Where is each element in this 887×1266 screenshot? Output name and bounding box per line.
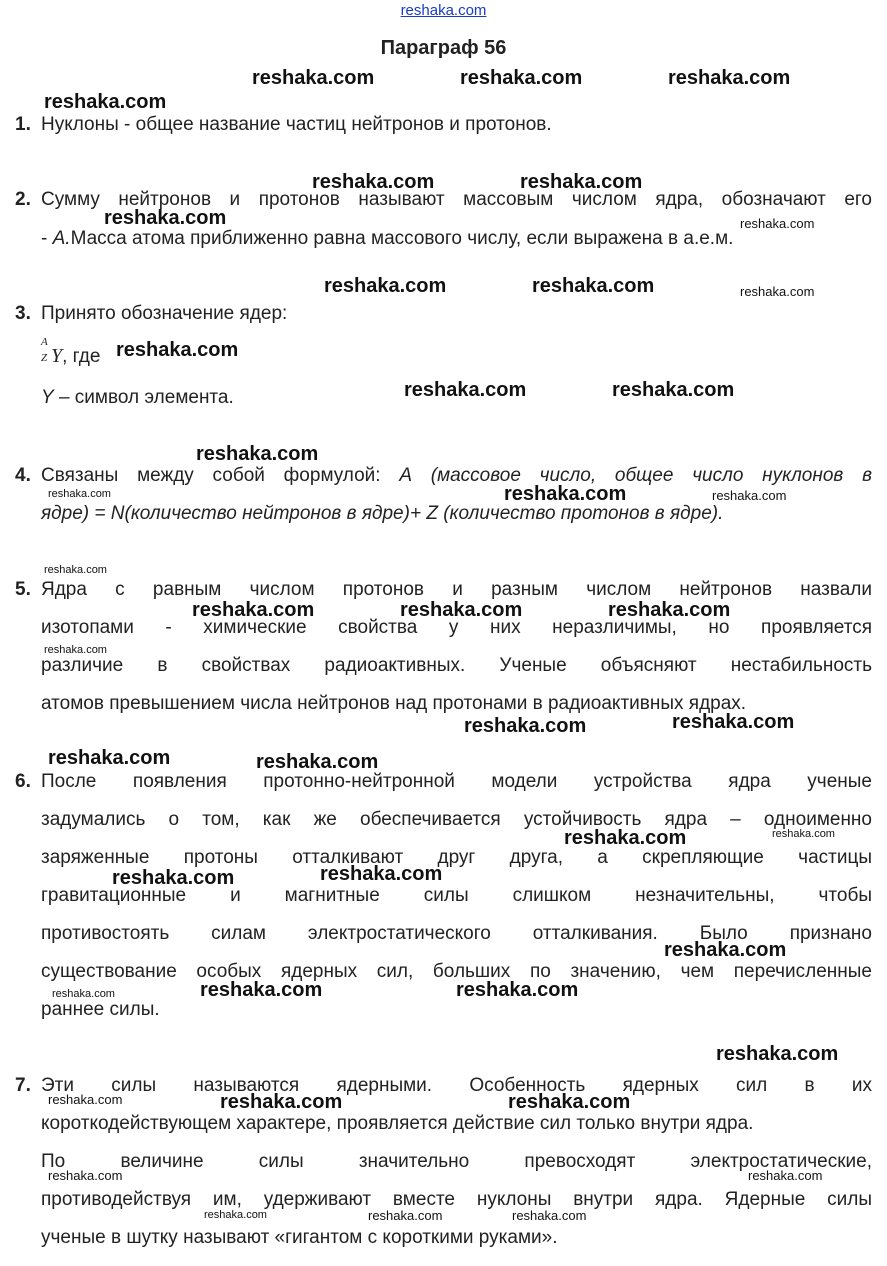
watermark: reshaka.com	[44, 91, 167, 113]
watermark: reshaka.com	[532, 275, 655, 297]
item-text-line: изотопами - химические свойства у них неразличимы, но проявляется	[41, 617, 872, 638]
watermark: reshaka.com	[712, 488, 787, 503]
watermark: reshaka.com	[564, 827, 687, 849]
watermark: reshaka.com	[716, 1043, 839, 1065]
text-fragment: Связаны между собой формулой:	[41, 465, 400, 486]
watermark: reshaka.com	[48, 1168, 123, 1183]
text-fragment: – символ элемента.	[53, 387, 234, 408]
watermark: reshaka.com	[220, 1091, 343, 1113]
watermark: reshaka.com	[664, 939, 787, 961]
watermark: reshaka.com	[460, 67, 583, 89]
watermark: reshaka.com	[672, 711, 795, 733]
watermark: reshaka.com	[504, 483, 627, 505]
watermark: reshaka.com	[464, 715, 587, 737]
item-text-line: атомов превышением числа нейтронов над протонами в радиоактивных ядрах.	[41, 693, 747, 714]
watermark: reshaka.com	[116, 339, 239, 361]
watermark: reshaka.com	[740, 284, 815, 299]
watermark: reshaka.com	[48, 1092, 123, 1107]
watermark: reshaka.com	[748, 1168, 823, 1183]
item-text-line: заряженные протоны отталкивают друг друга, а скрепляющие частицы	[41, 847, 872, 868]
mass-number-symbol: А.	[52, 228, 71, 249]
item-text-line: Ядра с равным числом протонов и разным числом нейтронов назвали	[41, 579, 872, 600]
watermark: reshaka.com	[312, 171, 435, 193]
watermark: reshaka.com	[456, 979, 579, 1001]
item-text-line: Эти силы называются ядерными. Особенность ядерных сил в их	[41, 1075, 872, 1096]
item-text-line: противостоять силам электростатического отталкивания. Было признано	[41, 923, 872, 944]
watermark: reshaka.com	[112, 867, 235, 889]
item-text-line: По величине силы значительно превосходят электростатические,	[41, 1151, 872, 1172]
item-text-line: раннее силы.	[41, 999, 160, 1020]
watermark: reshaka.com	[256, 751, 379, 773]
watermark: reshaka.com	[400, 599, 523, 621]
item-number: 3.	[15, 303, 31, 324]
item-number: 4.	[15, 465, 31, 486]
item-text-line: Нуклоны - общее название частиц нейтронов и протонов.	[41, 114, 552, 135]
text-fragment: Масса атома приближенно равна массового числу, если выражена в а.е.м.	[70, 228, 734, 249]
formula-text-line: ядре) = N(количество нейтронов в ядре)+ Z (количество протонов в ядре).	[41, 503, 724, 524]
watermark: reshaka.com	[48, 747, 171, 769]
watermark: reshaka.com	[512, 1208, 587, 1223]
watermark: reshaka.com	[52, 988, 115, 1000]
item-number: 7.	[15, 1075, 31, 1096]
watermark: reshaka.com	[404, 379, 527, 401]
nucleus-notation-line	[41, 336, 101, 368]
item-text-line	[41, 387, 234, 409]
item-text-line: короткодействующем характере, проявляется действие сил только внутри ядра.	[41, 1113, 754, 1134]
item-text-line: существование особых ядерных сил, больших по значению, чем перечисленные	[41, 961, 872, 982]
item-number: 5.	[15, 579, 31, 600]
watermark: reshaka.com	[196, 443, 319, 465]
text-fragment: -	[41, 228, 53, 249]
watermark: reshaka.com	[48, 488, 111, 500]
item-text-line: задумались о том, как же обеспечивается устойчивость ядра – одноименно	[41, 809, 872, 830]
item-text-line: ученые в шутку называют «гигантом с короткими руками».	[41, 1227, 558, 1248]
watermark: reshaka.com	[324, 275, 447, 297]
watermark: reshaka.com	[608, 599, 731, 621]
item-text-line: Сумму нейтронов и протонов называют массовым числом ядра, обозначают его	[41, 189, 872, 210]
item-number: 2.	[15, 189, 31, 210]
item-text-line	[41, 465, 872, 487]
watermark: reshaka.com	[668, 67, 791, 89]
watermark: reshaka.com	[320, 863, 443, 885]
watermark: reshaka.com	[252, 67, 375, 89]
watermark: reshaka.com	[508, 1091, 631, 1113]
item-number: 6.	[15, 771, 31, 792]
formula-text: А (массовое число, общее число нуклонов в	[399, 465, 872, 486]
item-number: 1.	[15, 114, 31, 135]
item-text-line: различие в свойствах радиоактивных. Ученые объясняют нестабильность	[41, 655, 872, 676]
watermark: reshaka.com	[740, 216, 815, 231]
watermark: reshaka.com	[44, 644, 107, 656]
nucleus-notation-formula: A Z Y	[41, 336, 63, 367]
item-text-line: гравитационные и магнитные силы слишком незначительны, чтобы	[41, 885, 872, 906]
watermark: reshaka.com	[200, 979, 323, 1001]
watermark: reshaka.com	[204, 1209, 267, 1221]
watermark: reshaka.com	[104, 207, 227, 229]
item-text-line: После появления протонно-нейтронной модели устройства ядра ученые	[41, 771, 872, 792]
text-fragment: , где	[62, 346, 101, 367]
watermark: reshaka.com	[192, 599, 315, 621]
watermark: reshaka.com	[520, 171, 643, 193]
watermark: reshaka.com	[612, 379, 735, 401]
item-text-line	[41, 228, 733, 250]
item-text-line: противодействуя им, удерживают вместе нуклоны внутри ядра. Ядерные силы	[41, 1189, 872, 1210]
site-link[interactable]: reshaka.com	[400, 2, 487, 19]
watermark: reshaka.com	[44, 564, 107, 576]
watermark: reshaka.com	[772, 828, 835, 840]
element-symbol: Y	[41, 387, 54, 408]
item-text-line: Принято обозначение ядер:	[41, 303, 288, 324]
page-title: Параграф 56	[380, 37, 507, 59]
watermark: reshaka.com	[368, 1208, 443, 1223]
